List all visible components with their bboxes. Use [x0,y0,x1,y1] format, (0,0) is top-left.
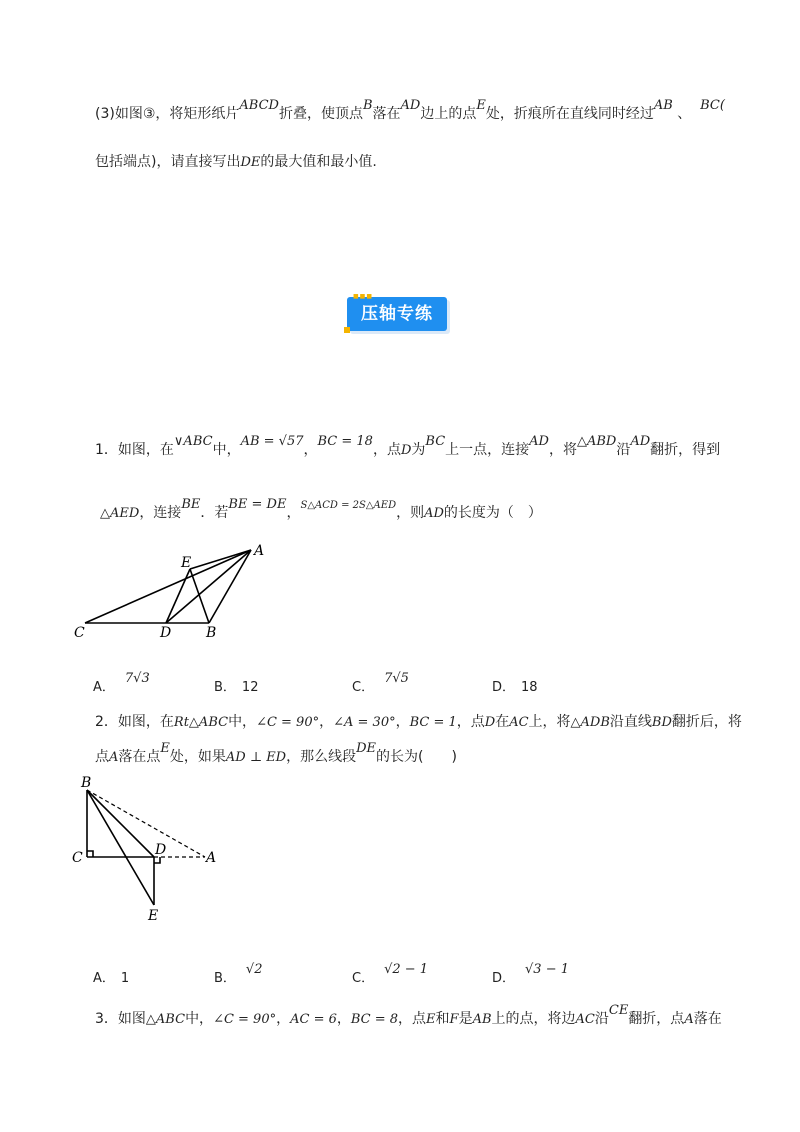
math: A [684,1012,694,1027]
math: ∨ABC [173,434,213,449]
math: AD ⊥ ED [225,750,287,765]
q1-option-a[interactable] [93,671,150,695]
text: 中， [185,1011,214,1027]
text: ， [276,1011,291,1027]
segment-BA-dashed [87,790,205,857]
math: A [109,750,119,765]
math: D [484,715,496,730]
math: AC [509,715,529,730]
text: 2．如图，在 [95,714,174,730]
text: ， [286,505,301,521]
text: 点 [95,749,109,765]
text: 处，折痕所在直线同时经过 [485,106,654,122]
text: 处，如果 [169,749,226,765]
math: B [362,98,373,113]
option-value: 12 [241,680,259,695]
math: E [476,98,486,113]
option-letter: A． [93,971,115,986]
option-letter: B． [214,680,236,695]
math: CE [608,1003,629,1018]
math: BD [651,715,672,730]
text: 中， [212,442,241,458]
option-letter: C． [352,971,375,986]
q3-line1 [95,1003,722,1030]
math: DE [356,741,377,756]
segment-BE [87,790,154,905]
label-D: D [155,842,167,858]
math: E [160,741,170,756]
text: ， [395,714,410,730]
math: AB [472,1012,492,1027]
text: 落在点 [118,749,161,765]
math: AB [653,98,673,113]
q3-part-line1 [95,98,725,125]
segment-EB [190,569,209,623]
math: AD [630,434,651,449]
q1-option-d[interactable] [492,676,538,695]
text: ，点 [372,442,401,458]
segment-BD [87,790,154,857]
text: ，连接 [139,505,182,521]
text: 上一点，连接 [445,442,530,458]
text: 上的点，将边 [491,1011,576,1027]
text: ， [303,442,318,458]
math: ∠C = 90° [213,1012,277,1027]
text: 翻折后，将 [671,714,742,730]
text: ，则 [396,505,425,521]
label-A: A [206,850,217,866]
banner-title: 压轴专练 [361,304,433,324]
text: 1．如图，在 [95,442,174,458]
segment-AD [166,550,251,623]
right-angle-C [87,851,93,857]
text: ， [336,1011,351,1027]
text: (3)如图③，将矩形纸片 [95,106,240,122]
segment-CA [85,550,251,623]
text: 中， [228,714,257,730]
option-letter: D． [492,680,516,695]
option-value: 7√3 [124,671,150,686]
math: AD [529,434,549,449]
segment-AB [209,550,251,623]
math: △ABD [576,434,617,449]
text: 沿直线 [609,714,652,730]
q2-option-a[interactable] [93,967,129,986]
text: 边上的点 [420,106,477,122]
text: 上，将 [528,714,571,730]
option-value: √3 − 1 [525,962,569,977]
math: AC = 6 [290,1012,337,1027]
text: 的最大值和最小值. [260,154,377,170]
text: ，点 [398,1011,427,1027]
label-B: B [81,775,92,791]
label-E: E [181,555,192,571]
math: Rt△ABC [173,715,229,730]
math: S△ACD = 2S△AED [300,500,397,511]
right-angle-D [154,857,160,863]
segment-EA [190,550,251,569]
text: 是 [458,1011,473,1027]
text: 落在 [372,106,401,122]
math: AC [575,1012,595,1027]
math: BE = DE [228,497,287,512]
text: 包括端点)，请直接写出 [95,154,241,170]
label-D: D [160,625,172,641]
q1-line1 [95,434,721,461]
segment-ED [166,569,190,623]
option-letter: D． [492,971,516,986]
banner-dots: ■■■ [353,293,374,300]
option-value: 1 [120,971,130,986]
label-C: C [74,625,85,641]
q1-option-b[interactable] [214,676,258,695]
math: ∠A = 30° [333,715,396,730]
math: △ABC [145,1012,186,1027]
text: 3．如图 [95,1011,146,1027]
text: 翻折，点 [628,1011,685,1027]
text: 、 [677,106,692,122]
math: D [400,443,412,458]
math: BE [181,497,201,512]
text: ．若 [200,505,229,521]
math: AD [424,506,444,521]
math: F [449,1012,459,1027]
q2-option-b[interactable] [214,962,263,986]
text: 和 [435,1011,450,1027]
q2-option-d[interactable] [492,962,569,986]
q2-line1 [95,712,742,733]
section-banner [347,293,455,337]
math: BC = 1 [409,715,457,730]
math: ∠C = 90° [256,715,320,730]
math: BC = 8 [350,1012,399,1027]
math: BC [425,434,446,449]
math: AB = √57 [240,434,304,449]
q3-part-line2 [95,152,377,173]
option-letter: C． [352,680,375,695]
option-letter: A． [93,680,115,695]
text: 落在 [693,1011,722,1027]
label-B: B [206,625,217,641]
math: BC( [700,98,725,113]
math: AD [400,98,421,113]
text: ， [319,714,334,730]
q2-option-c[interactable] [352,962,429,986]
text: 沿 [594,1011,609,1027]
math: △ADB [570,715,610,730]
text: ，那么线段 [286,749,357,765]
text: ，将 [548,442,577,458]
math: DE [240,155,261,170]
text: 的长为( ) [376,749,457,765]
option-value: √2 [245,962,263,977]
label-A: A [254,543,265,559]
option-value: 18 [521,680,538,695]
label-C: C [72,850,83,866]
text: 折叠，使顶点 [278,106,363,122]
text: 在 [495,714,510,730]
math: BC = 18 [317,434,373,449]
text: ，点 [456,714,485,730]
math: E [426,1012,436,1027]
math: ABCD [239,98,279,113]
label-E: E [148,908,159,924]
text: 为 [411,442,426,458]
q1-option-c[interactable] [352,671,409,695]
q2-line2 [95,741,457,768]
text: 沿 [616,442,631,458]
option-value: √2 − 1 [384,962,429,977]
text: 的长度为（ ） [443,505,542,521]
option-value: 7√5 [384,671,409,686]
text: 翻折，得到 [650,442,721,458]
option-letter: B． [214,971,236,986]
math: △AED [100,506,140,521]
q1-line2 [100,497,542,525]
